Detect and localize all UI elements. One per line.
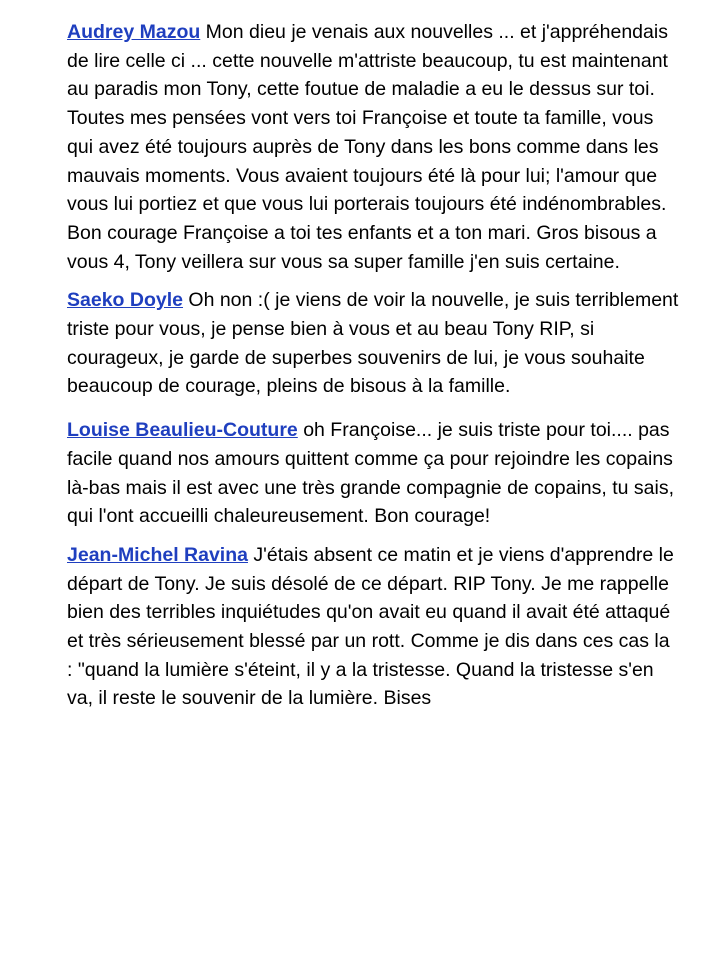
author-link-audrey-mazou[interactable]: Audrey Mazou — [67, 21, 201, 43]
comment-text: J'étais absent ce matin et je viens d'apprendre le départ de Tony. Je suis désolé de ce départ. RIP Tony. Je me rappelle bien des terribles inquiétudes qu'on avait eu quand il avait été attaqué et très sérieusement blessé par un rott. Comme je dis dans ces cas la : "quand la lumière s'éteint, il y a la tristesse. Quand la tristesse s'en va, il reste le souvenir de la lumière. Bises — [67, 543, 674, 710]
comment-audrey-mazou — [67, 18, 680, 276]
comment-text: Oh non :( je viens de voir la nouvelle, je suis terriblement triste pour vous, je pense bien à vous et au beau Tony RIP, si courageux, je garde de superbes souvenirs de lui, je vous souhaite beaucoup de courage, pleins de bisous à la famille. — [67, 289, 679, 398]
comment-louise-beaulieu-couture — [67, 416, 680, 531]
author-link-jean-michel-ravina[interactable]: Jean-Michel Ravina — [67, 543, 248, 566]
author-link-louise-beaulieu-couture[interactable]: Louise Beaulieu-Couture — [67, 419, 298, 442]
comment-text: Mon dieu je venais aux nouvelles ... et j'appréhendais de lire celle ci ... cette nouvelle m'attriste beaucoup, tu est maintenant au paradis mon Tony, cette foutue de maladie a eu le dessus sur toi. Toutes mes pensées vont vers toi Françoise et toute ta famille, vous qui avez été toujours auprès de Tony dans les bons comme dans les mauvais moments. Vous avaient toujours été là pour lui; l'amour que vous lui portiez et que vous lui porterais toujours été indénombrables. Bon courage Françoise a toi tes enfants et a ton mari. Gros bisous a vous 4, Tony veillera sur vous sa super famille j'en suis certaine. — [67, 21, 668, 273]
author-link-saeko-doyle[interactable]: Saeko Doyle — [67, 289, 183, 312]
comment-saeko-doyle — [67, 286, 680, 401]
comment-text: oh Françoise... je suis triste pour toi.... pas facile quand nos amours quittent comme ça pour rejoindre les copains là-bas mais il est avec une très grande compagnie de copains, tu sais, qui l'ont accueilli chaleureusement. Bon courage! — [67, 419, 674, 528]
comment-jean-michel-ravina — [67, 541, 680, 713]
